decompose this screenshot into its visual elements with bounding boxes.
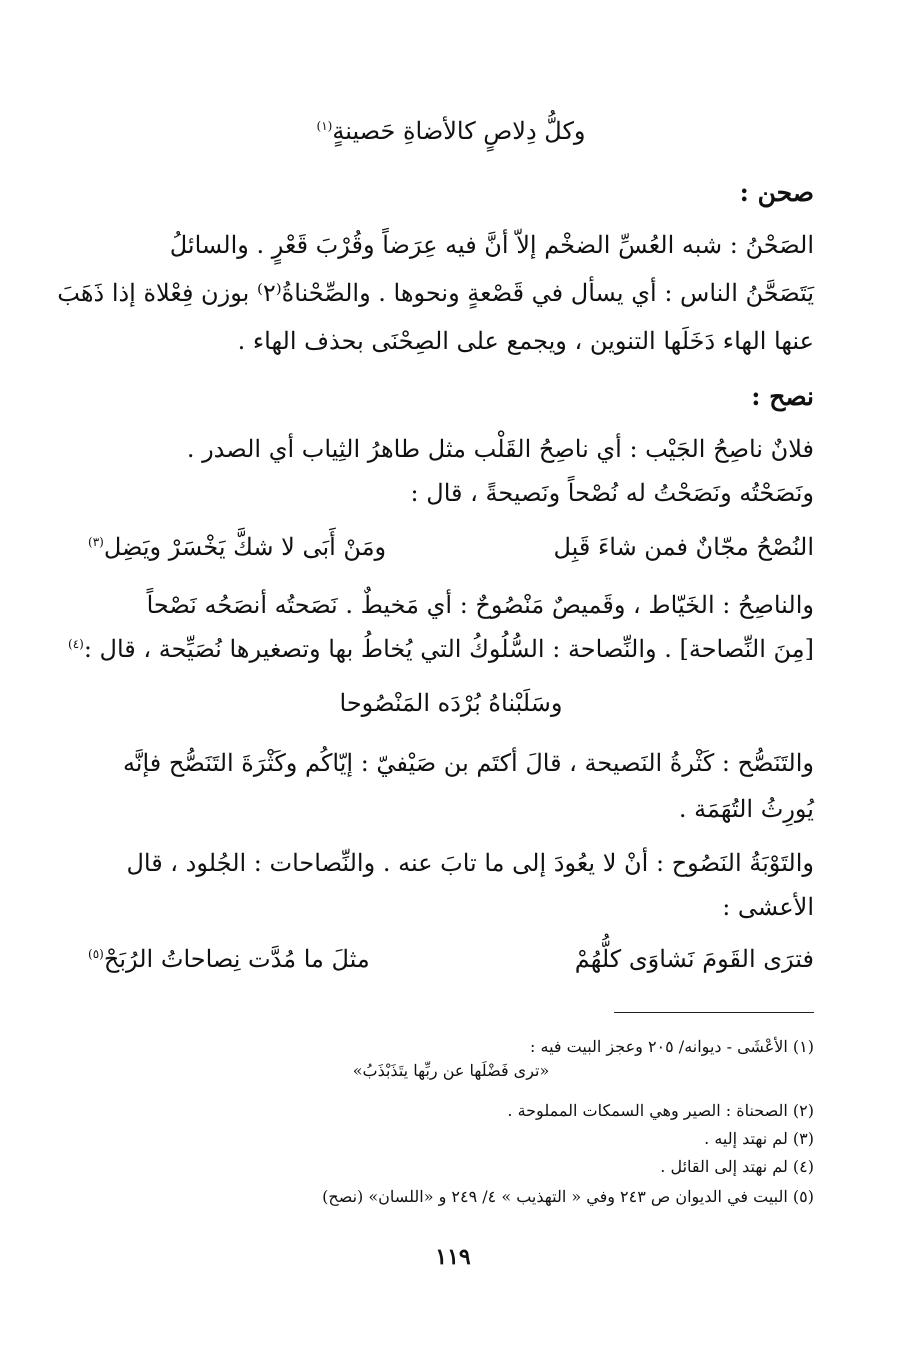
verse-3-second-text: مثلَ ما مُدَّت نِصاحاتُ الرُبَحْ bbox=[103, 945, 370, 973]
footnote-4: (٤) لم نهتد إلى القائل . bbox=[660, 1157, 814, 1176]
footnote-3: (٣) لم نهتد إليه . bbox=[704, 1129, 814, 1148]
entry-heading-sahn: صحن : bbox=[739, 178, 814, 207]
entry2-line-8: الأعشى : bbox=[722, 893, 814, 921]
entry2-line-1: فلانٌ ناصِحُ الجَيْب : أي ناصِحُ القَلْب مثل طاهرُ الثِياب أي الصدر . bbox=[186, 435, 814, 463]
verse-3 bbox=[88, 942, 814, 976]
verse-1 bbox=[88, 530, 814, 564]
verse-1-first-hemistich: النُصْحُ مجّانٌ فمن شاءَ قَبِل bbox=[553, 533, 814, 561]
entry2-line-4-text: [مِنَ النِّصاحة] . والنِّصاحة : السُّلُوكُ التي يُخاطُ بها وتصغيرها نُصَيِّحة ، قال : bbox=[83, 635, 814, 663]
footnote-divider bbox=[614, 1012, 814, 1013]
entry2-line-2: ونَصَحْتُه ونَصَحْتُ له نُصْحاً ونَصيحةً ، قال : bbox=[410, 479, 814, 507]
entry1-line-2: يَتَصَحَّنُ الناس : أي يسأل في قَصْعةٍ ونحوها . والصِّحْناةُ⁽٢⁾ بوزن فِعْلاة إذا ذَهَبَ bbox=[57, 279, 814, 307]
verse-1-second-text: ومَنْ أَبَى لا شكَّ يَخْسَرْ ويَضِل bbox=[103, 533, 387, 561]
entry1-line-1: الصَحْنُ : شبه العُسِّ الضخْم إلاّ أنَّ فيه عِرَضاً وقُرْبَ قَعْرٍ . والسائلُ bbox=[169, 231, 814, 259]
verse-3-second-hemistich bbox=[88, 942, 370, 976]
entry2-line-5: والتَنَصُّح : كَثْرةُ النَصيحة ، قالَ أكتَم بن صَيْفيّ : إيّاكُم وكَثْرَةَ التَنَصُّح فإنَّه bbox=[122, 749, 814, 777]
footnote-5: (٥) البيت في الديوان ص ٢٤٣ وفي « التهذيب » ٤/ ٢٤٩ و «اللسان» (نصح) bbox=[322, 1187, 814, 1206]
top-verse bbox=[88, 114, 814, 148]
footnote-1-quote: «ترى فَضْلَها عن ربِّها يتَذَبْذَبُ» bbox=[352, 1061, 550, 1080]
entry2-line-4 bbox=[68, 632, 814, 666]
verse-1-note: (٣) bbox=[88, 535, 104, 549]
verse-3-first-hemistich: فترَى القَومَ نَشاوَى كلُّهُمْ bbox=[574, 945, 814, 973]
verse-2: وسَلَبْناهُ بُرْدَه المَنْصُوحا bbox=[339, 689, 563, 717]
entry2-line-7: والتَوْبَةُ النَصُوح : أنْ لا يعُودَ إلى ما تابَ عنه . والنِّصاحات : الجُلود ، قال bbox=[126, 849, 814, 877]
verse-1-second-hemistich bbox=[88, 530, 386, 564]
entry-heading-nash: نصح : bbox=[751, 382, 814, 411]
footnote-2: (٢) الصحناة : الصير وهي السمكات المملوحة . bbox=[507, 1101, 814, 1120]
entry2-line-4-note: (٤) bbox=[68, 637, 84, 651]
entry2-line-6: يُورِثُ التُهَمَة . bbox=[678, 795, 814, 823]
top-verse-note: (١) bbox=[316, 119, 333, 133]
page-number: ١١٩ bbox=[435, 1244, 471, 1270]
top-verse-text: وكلُّ دِلاصٍ كالأضاةِ حَصينةٍ bbox=[332, 117, 586, 145]
entry1-line-3: عنها الهاء دَخَلَها التنوين ، ويجمع على الصِحْنَى بحذف الهاء . bbox=[237, 327, 814, 355]
footnote-1: (١) الأعْشَى - ديوانه/ ٢٠٥ وعجز البيت فيه : bbox=[530, 1037, 814, 1056]
entry2-line-3: والناصِحُ : الخَيّاط ، وقَميصٌ مَنْصُوحٌ : أي مَخيطٌ . نَصَحتُه أنصَحُه نَصْحاً bbox=[146, 591, 814, 619]
verse-3-note: (٥) bbox=[88, 947, 104, 961]
